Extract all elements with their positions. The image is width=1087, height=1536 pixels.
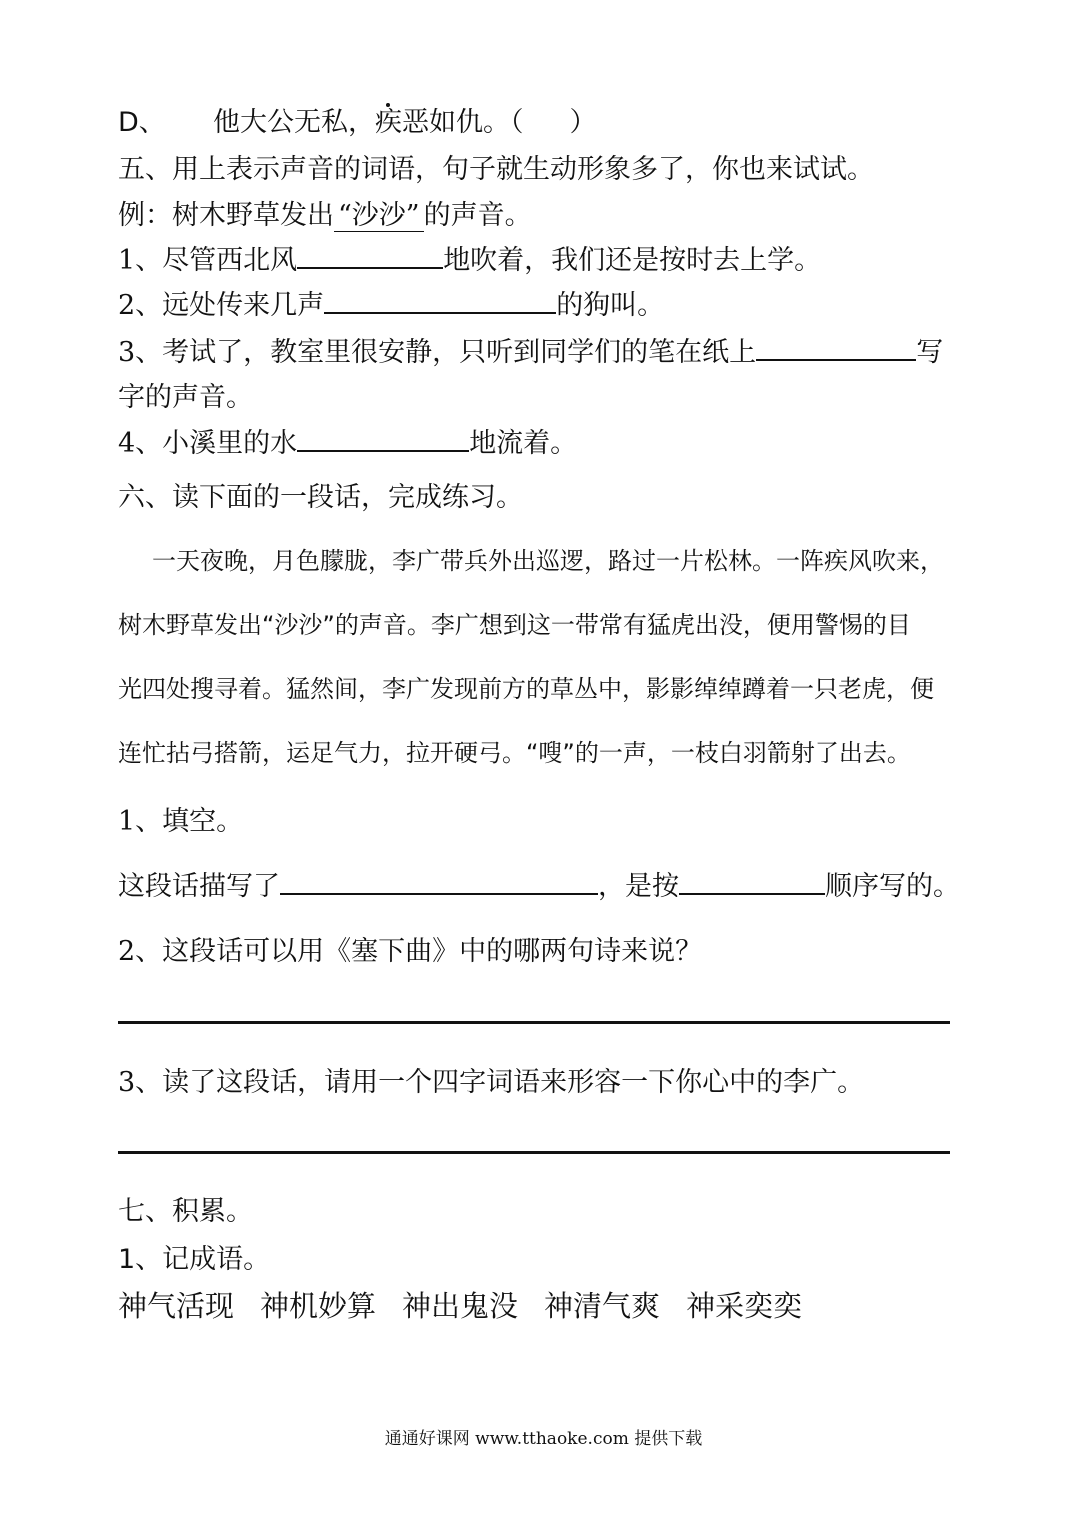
item1-blank[interactable] [297, 241, 443, 269]
idiom-item: 神出鬼没 [402, 1289, 519, 1323]
idiom-item: 神机妙算 [260, 1289, 377, 1323]
item2-after: 的狗叫。 [556, 290, 665, 321]
option-d-text-before: 他大公无私， [212, 107, 375, 138]
example-suffix: 的声音。 [423, 200, 532, 231]
q3-text: 3、读了这段话，请用一个四字词语来形容一下你心中的李广。 [118, 1067, 865, 1098]
option-d-label: D、 [118, 107, 166, 138]
q1-before: 这段话描写了 [118, 871, 280, 902]
option-d-paren-close: ） [569, 107, 597, 138]
item2-before: 2、远处传来几声 [118, 290, 325, 321]
section5-example [118, 193, 532, 232]
item3-blank[interactable] [756, 333, 916, 361]
q3-answer-line[interactable] [118, 1151, 950, 1154]
item4-blank[interactable] [297, 424, 469, 452]
q1-blank-1[interactable] [280, 867, 598, 895]
q2-text: 2、这段话可以用《塞下曲》中的哪两句诗来说？ [118, 936, 703, 967]
q2-answer-line[interactable] [118, 1021, 950, 1024]
section5-item-1 [118, 238, 821, 277]
item1-after: 地吹着，我们还是按时去上学。 [443, 245, 822, 276]
section7-title: 七、积累。 [118, 1196, 253, 1227]
q1-middle: ，是按 [598, 871, 679, 902]
item2-blank[interactable] [324, 286, 556, 314]
item3-after: 写 [916, 337, 944, 368]
section7-sub1: 1、记成语。 [118, 1244, 271, 1275]
idiom-item: 神气活现 [118, 1289, 235, 1323]
section5-item-4 [118, 421, 577, 460]
item4-after: 地流着。 [469, 428, 578, 459]
idiom-list [118, 1284, 828, 1325]
section5-title: 五、用上表示声音的词语，句子就生动形象多了，你也来试试。 [118, 154, 874, 185]
passage-line-2: 树木野草发出“沙沙”的声音。李广想到这一带常有猛虎出没，便用警惕的目 [118, 611, 911, 639]
item3-before: 3、考试了，教室里很安静，只听到同学们的笔在纸上 [118, 337, 757, 368]
item4-before: 4、小溪里的水 [118, 428, 298, 459]
passage-line-1: 一天夜晚，月色朦胧，李广带兵外出巡逻，路过一片松林。一阵疾风吹来， [152, 547, 944, 575]
passage-line-4: 连忙拈弓搭箭，运足气力，拉开硬弓。“嗖”的一声，一枝白羽箭射了出去。 [118, 739, 911, 767]
item1-before: 1、尽管西北风 [118, 245, 298, 276]
example-prefix: 例：树木野草发出 [118, 200, 334, 231]
example-word: “沙沙” [334, 200, 424, 232]
passage-line-3: 光四处搜寻着。猛然间，李广发现前方的草丛中，影影绰绰蹲着一只老虎，便 [118, 675, 934, 703]
q1-blank-2[interactable] [679, 867, 825, 895]
section5-item-3 [118, 330, 943, 369]
section6-title: 六、读下面的一段话，完成练习。 [118, 482, 523, 513]
section5-item-3-cont: 字的声音。 [118, 382, 253, 413]
q1-title: 1、填空。 [118, 806, 244, 837]
footer-text: 通通好课网 www.tthaoke.com 提供下载 [384, 1429, 703, 1449]
section5-item-2 [118, 283, 664, 322]
option-d [118, 100, 596, 139]
option-d-dotted-char: 疾 [374, 107, 402, 138]
idiom-item: 神采奕奕 [686, 1289, 803, 1323]
q1-fill [118, 864, 960, 903]
option-d-text-after: 恶如仇。（ [401, 107, 524, 138]
idiom-item: 神清气爽 [544, 1289, 661, 1323]
q1-after: 顺序写的。 [825, 871, 960, 902]
